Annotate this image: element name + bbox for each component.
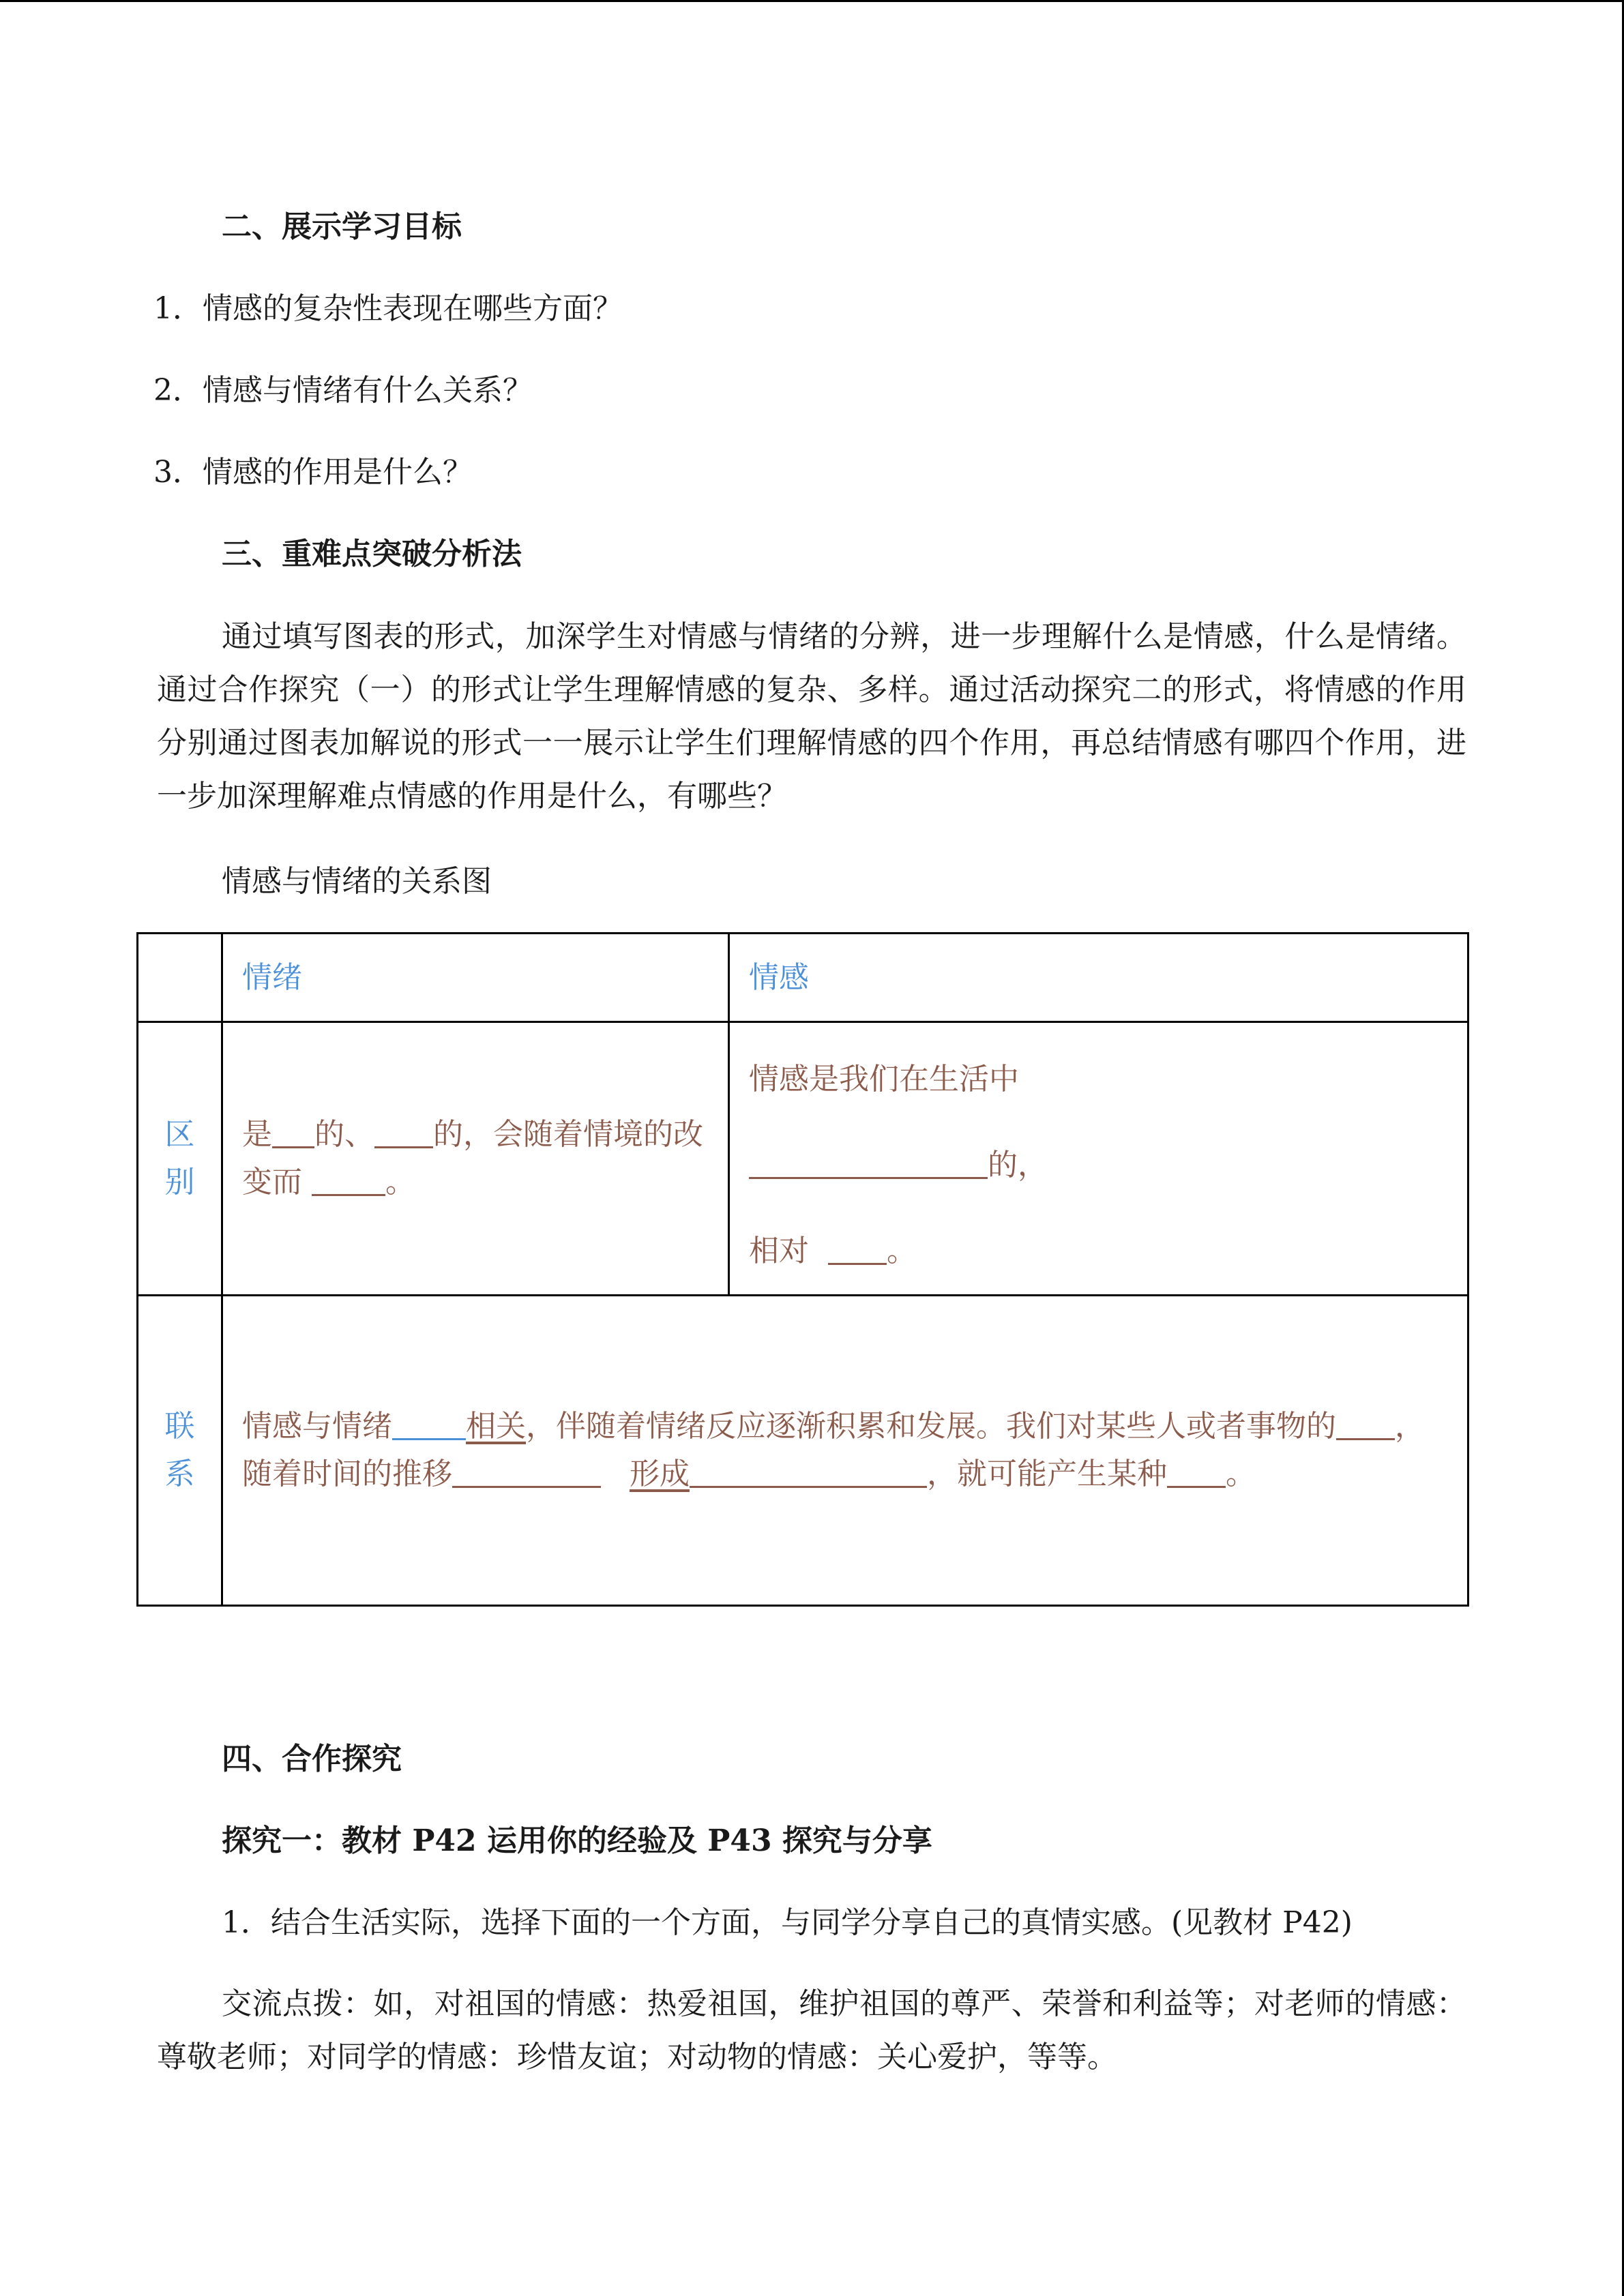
objective-item-1: 1．情感的复杂性表现在哪些方面？: [153, 291, 623, 326]
link-cell: 情感与情绪 相关，伴随着情绪反应逐渐积累和发展。我们对某些人或者事物的 ， 随着时间的推移 形成 ，就可能产生某种 。: [222, 1296, 1468, 1606]
difference-feeling-cell: 情感是我们在生活中 的， 相对 。: [729, 1022, 1468, 1296]
section-3-title: 三、重难点突破分析法: [222, 537, 522, 571]
fill-blank: [1336, 1404, 1395, 1440]
section-4-paragraph: 交流点拨：如，对祖国的情感：热爱祖国，维护祖国的尊严、荣誉和利益等；对老师的情感：尊敬老师；对同学的情感：珍惜友谊；对动物的情感：关心爱护，等等。: [157, 1986, 1466, 2074]
fill-blank: [1167, 1452, 1226, 1488]
section-4-title: 四、合作探究: [222, 1742, 402, 1776]
row-label-link: 联 系: [138, 1296, 222, 1606]
fill-blank: [392, 1404, 466, 1440]
section-2-title: 二、展示学习目标: [222, 209, 462, 244]
chart-caption: 情感与情绪的关系图: [222, 864, 492, 899]
table-row-difference: [138, 1022, 1468, 1296]
section-4-subtitle: 探究一：教材 P42 运用你的经验及 P43 探究与分享: [222, 1823, 932, 1858]
difference-emotion-cell: 是 的、 的，会随着情境的改变而 。: [222, 1022, 729, 1296]
section-3-paragraph: 通过填写图表的形式，加深学生对情感与情绪的分辨，进一步理解什么是情感，什么是情绪。通过合作探究（一）的形式让学生理解情感的复杂、多样。通过活动探究二的形式，将情感的作用分别通过图表加解说的形式一一展示让学生们理解情感的四个作用，再总结情感有哪四个作用，进一步加深理解难点情感的作用是什么，有哪些？: [157, 619, 1466, 814]
header-emotion: 情绪: [222, 934, 729, 1022]
objective-item-3: 3．情感的作用是什么？: [153, 455, 473, 490]
top-border-line: [0, 0, 1624, 2]
fill-blank: [690, 1452, 927, 1488]
fill-blank: [374, 1112, 433, 1148]
objective-item-2: 2．情感与情绪有什么关系？: [153, 373, 533, 408]
section-4-item-1: 1．结合生活实际，选择下面的一个方面，与同学分享自己的真情实感。(见教材 P42): [222, 1905, 1353, 1940]
fill-blank: [828, 1229, 887, 1265]
fill-blank: [452, 1452, 601, 1488]
header-feeling: 情感: [729, 934, 1468, 1022]
fill-blank: [312, 1160, 385, 1196]
header-empty-cell: [138, 934, 222, 1022]
table-header-row: [138, 934, 1468, 1022]
fill-blank: [749, 1143, 988, 1179]
table-row-link: [138, 1296, 1468, 1606]
relation-table: [136, 932, 1469, 1607]
fill-blank: [272, 1112, 314, 1148]
row-label-difference: 区 别: [138, 1022, 222, 1296]
